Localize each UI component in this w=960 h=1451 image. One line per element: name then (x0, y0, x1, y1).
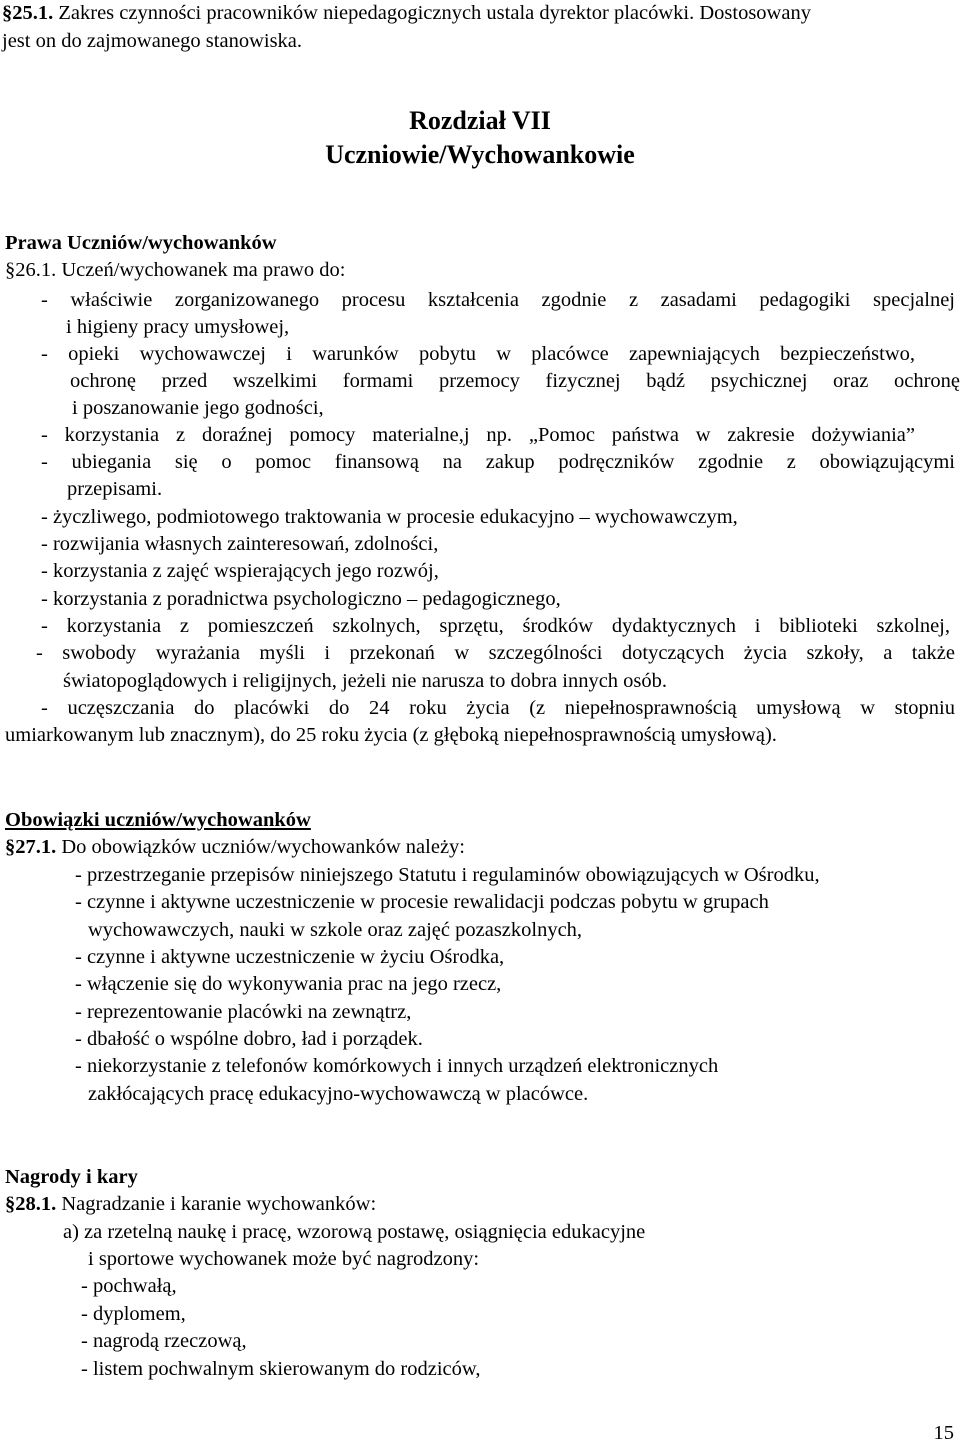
duties-item: - przestrzeganie przepisów niniejszego Statutu i regulaminów obowiązujących w Ośrodku, (75, 864, 820, 886)
page-number: 15 (933, 1422, 954, 1444)
duties-item: - reprezentowanie placówki na zewnątrz, (75, 1001, 412, 1023)
section-25-text: Zakres czynności pracowników niepedagogicznych ustala dyrektor placówki. Dostosowany (53, 2, 811, 24)
duties-item: - dbałość o wspólne dobro, ład i porządek. (75, 1028, 423, 1050)
rewards-item: a) za rzetelną naukę i pracę, wzorową postawę, osiągnięcia edukacyjne (63, 1221, 646, 1243)
rights-item: - życzliwego, podmiotowego traktowania w procesie edukacyjno – wychowawczym, (41, 506, 738, 528)
chapter-subtitle: Uczniowie/Wychowankowie (325, 140, 635, 169)
chapter-title: Rozdział VII (409, 106, 551, 135)
section-27-intro-text: Do obowiązków uczniów/wychowanków należy: (56, 836, 465, 858)
rewards-subitem: - listem pochwalnym skierowanym do rodziców, (81, 1358, 481, 1380)
rights-item: - korzystania z pomieszczeń szkolnych, sprzętu, środków dydaktycznych i biblioteki szkolnej, (41, 615, 950, 637)
rights-item-continuation: przepisami. (67, 478, 163, 500)
duties-item: - czynne i aktywne uczestniczenie w procesie rewalidacji podczas pobytu w grupach (75, 891, 769, 913)
rights-item-continuation: i higieny pracy umysłowej, (66, 316, 290, 338)
duties-item: - czynne i aktywne uczestniczenie w życiu Ośrodka, (75, 946, 505, 968)
rights-item-continuation: i poszanowanie jego godności, (72, 397, 324, 419)
rights-item: - opieki wychowawczej i warunków pobytu w placówce zapewniających bezpieczeństwo, (41, 343, 915, 365)
duties-item: - niekorzystanie z telefonów komórkowych i innych urządzeń elektronicznych (75, 1055, 719, 1077)
section-26-intro-text: Uczeń/wychowanek ma prawo do: (56, 259, 346, 281)
rights-item: - korzystania z doraźnej pomocy materialne,j np. „Pomoc państwa w zakresie dożywiania” (41, 424, 915, 446)
section-25-line-2: jest on do zajmowanego stanowiska. (2, 30, 303, 52)
section-25-line-1 (2, 0, 811, 27)
section-25-number: §25.1. (2, 2, 54, 24)
duties-item-continuation: wychowawczych, nauki w szkole oraz zajęć pozaszkolnych, (88, 919, 583, 941)
rewards-subitem: - dyplomem, (81, 1303, 186, 1325)
rights-item: - swobody wyrażania myśli i przekonań w szczególności dotyczących życia szkoły, a także (36, 642, 955, 664)
duties-item: - włączenie się do wykonywania prac na jego rzecz, (75, 973, 502, 995)
rights-item: - ubiegania się o pomoc finansową na zakup podręczników zgodnie z obowiązującymi (41, 451, 955, 473)
section-28-intro-text: Nagradzanie i karanie wychowanków: (56, 1193, 377, 1215)
rights-item: - rozwijania własnych zainteresowań, zdolności, (41, 533, 439, 555)
duties-item-continuation: zakłócających pracę edukacyjno-wychowawczą w placówce. (88, 1083, 589, 1105)
duties-heading: Obowiązki uczniów/wychowanków (5, 809, 311, 831)
section-26-intro (5, 257, 345, 284)
rights-item: - korzystania z poradnictwa psychologiczno – pedagogicznego, (41, 588, 561, 610)
section-26-number: §26.1. (5, 259, 57, 281)
rewards-subitem: - pochwałą, (81, 1275, 177, 1297)
rewards-heading: Nagrody i kary (5, 1166, 138, 1188)
section-28-number: §28.1. (5, 1193, 57, 1215)
rights-item-continuation: ochronę przed wszelkimi formami przemocy fizycznej bądź psychicznej oraz ochronę (70, 370, 960, 392)
rights-item-continuation: umiarkowanym lub znacznym), do 25 roku życia (z głęboką niepełnosprawnością umysłową). (5, 724, 777, 746)
rights-item: - właściwie zorganizowanego procesu kształcenia zgodnie z zasadami pedagogiki specjalnej (41, 289, 955, 311)
rights-item: - korzystania z zajęć wspierających jego rozwój, (41, 560, 439, 582)
section-27-intro (5, 834, 465, 861)
section-28-intro (5, 1191, 376, 1218)
rights-item: - uczęszczania do placówki do 24 roku życia (z niepełnosprawnością umysłową w stopniu (41, 697, 955, 719)
rights-heading: Prawa Uczniów/wychowanków (5, 232, 277, 254)
section-27-number: §27.1. (5, 836, 57, 858)
rewards-item-continuation: i sportowe wychowanek może być nagrodzony: (88, 1248, 480, 1270)
rewards-subitem: - nagrodą rzeczową, (81, 1330, 247, 1352)
rights-item-continuation: światopoglądowych i religijnych, jeżeli nie narusza to dobra innych osób. (63, 670, 668, 692)
